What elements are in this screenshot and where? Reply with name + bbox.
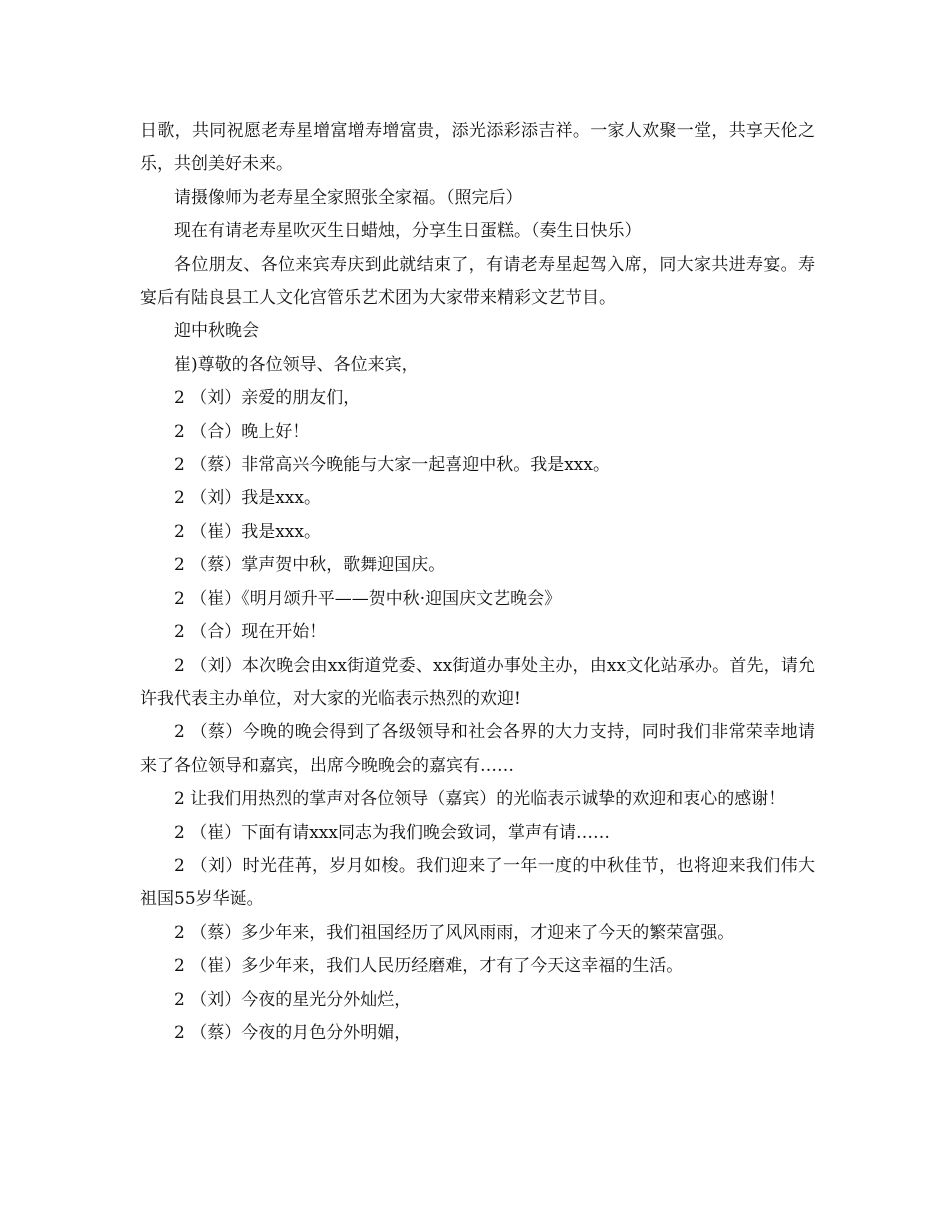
paragraph-23: 2 （蔡）今夜的月色分外明媚， [174, 1022, 412, 1043]
paragraph-11: 2 （崔）我是xxx。 [174, 521, 321, 542]
paragraph-10: 2 （刘）我是xxx。 [174, 488, 321, 509]
section-heading: 迎中秋晚会 [174, 321, 259, 342]
paragraph-6: 崔)尊敬的各位领导、各位来宾， [174, 354, 419, 375]
paragraph-12: 2 （蔡）掌声贺中秋，歌舞迎国庆。 [174, 555, 446, 576]
paragraph-17: 2 让我们用热烈的掌声对各位领导（嘉宾）的光临表示诚挚的欢迎和衷心的感谢！ [174, 789, 786, 810]
paragraph-15: 2 （刘）本次晚会由xx街道党委、xx街道办事处主办，由xx文化站承办。首先，请允许我代表主办单位，对大家的光临表示热烈的欢迎! [140, 655, 815, 709]
paragraph-4: 各位朋友、各位来宾寿庆到此就结束了，有请老寿星起驾入席，同大家共进寿宴。寿宴后有陆良县工人文化宫管乐艺术团为大家带来精彩文艺节目。 [140, 254, 815, 309]
paragraph-13: 2 （崔）《明月颂升平——贺中秋·迎国庆文艺晚会》 [174, 588, 562, 609]
paragraph-2: 请摄像师为老寿星全家照张全家福。（照完后） [174, 187, 523, 208]
paragraph-1: 日歌，共同祝愿老寿星增富增寿增富贵，添光添彩添吉祥。一家人欢聚一堂，共享天伦之乐，共创美好未来。 [140, 121, 815, 175]
document-body [140, 115, 815, 1050]
paragraph-8: 2 （合）晚上好！ [174, 421, 310, 442]
paragraph-7: 2 （刘）亲爱的朋友们， [174, 388, 361, 409]
paragraph-20: 2 （蔡）多少年来，我们祖国经历了风风雨雨，才迎来了今天的繁荣富强。 [174, 922, 735, 943]
paragraph-21: 2 （崔）多少年来，我们人民历经磨难，才有了今天这幸福的生活。 [174, 956, 684, 977]
paragraph-3: 现在有请老寿星吹灭生日蜡烛，分享生日蛋糕。（奏生日快乐） [174, 221, 642, 242]
paragraph-9: 2 （蔡）非常高兴今晚能与大家一起喜迎中秋。我是xxx。 [174, 455, 610, 476]
paragraph-14: 2 （合）现在开始！ [174, 622, 327, 643]
paragraph-22: 2 （刘）今夜的星光分外灿烂， [174, 989, 412, 1010]
paragraph-18: 2 （崔）下面有请xxx同志为我们晚会致词，掌声有请…… [174, 822, 610, 843]
paragraph-19: 2 （刘）时光荏苒，岁月如梭。我们迎来了一年一度的中秋佳节，也将迎来我们伟大祖国55岁华诞。 [140, 855, 815, 910]
paragraph-16: 2 （蔡）今晚的晚会得到了各级领导和社会各界的大力支持，同时我们非常荣幸地请来了各位领导和嘉宾，出席今晚晚会的嘉宾有…… [140, 722, 815, 776]
